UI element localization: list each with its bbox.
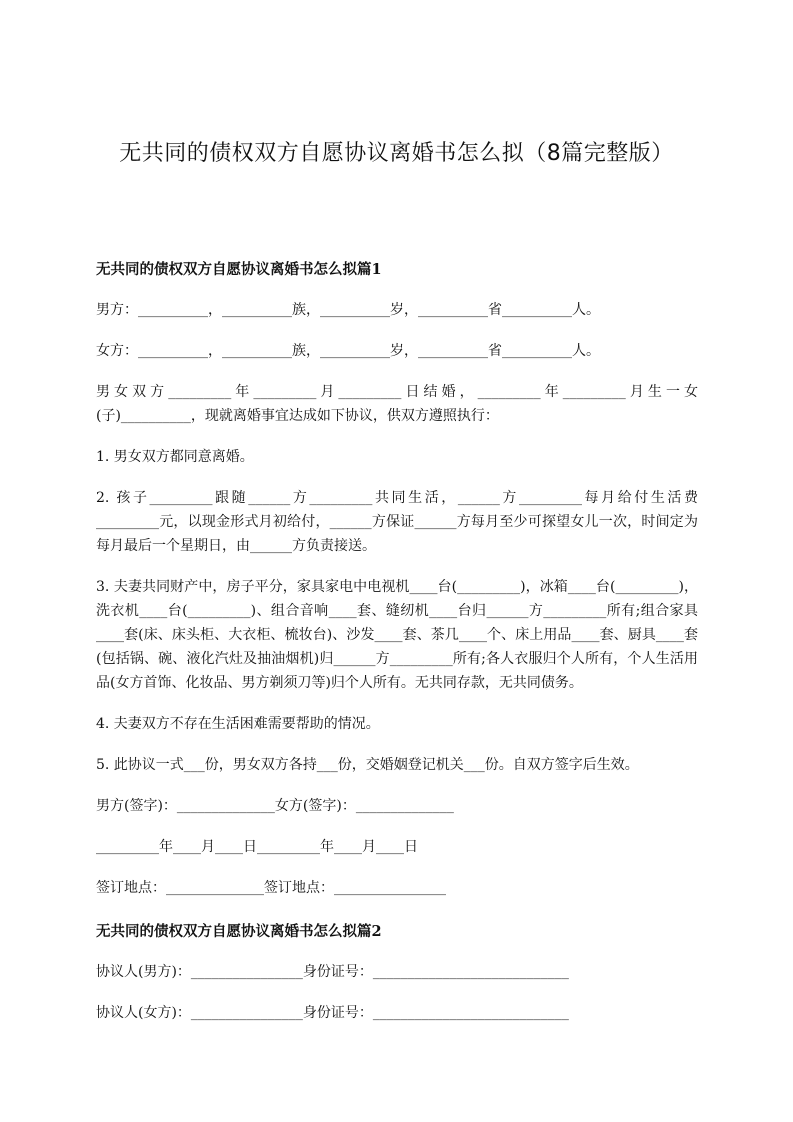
female-party-line: 协议人(女方)：________________身份证号：____________________________: [96, 1005, 569, 1021]
section2-heading: 无共同的债权双方自愿协议离婚书怎么拟篇2: [96, 923, 382, 940]
clause-3: 3. 夫妻共同财产中，房子平分，家具家电中电视机____台(_________)，冰箱____台(_________)，洗衣机____台(_________)、组合音响____套、缝纫机____台归______方_________所有;组合家具____套(床、床头柜、大衣柜、梳妆台)、沙发____套、茶几____个、床上用品____套、厨具____套(包括锅、碗、液化汽灶及抽油烟机)归______方_________所有;各人衣服归个人所有，个人生活用品(女方首饰、化妆品、男方剃须刀等)归个人所有。无共同存款，无共同债务。: [96, 579, 698, 691]
date-line: _________年____月____日_________年____月____日: [96, 839, 418, 855]
clause-4: 4. 夫妻双方不存在生活困难需要帮助的情况。: [96, 716, 380, 732]
male-party-line: 协议人(男方)：________________身份证号：____________________________: [96, 964, 569, 980]
signing-place-line: 签订地点：______________签订地点：________________: [96, 880, 446, 896]
document-body: [96, 258, 698, 1025]
marriage-paragraph: 男女双方_________年_________月_________日结婚，_________年_________月生一女(子)__________，现就离婚事宜达成如下协议，供双方遵照执行：: [96, 384, 698, 424]
clause-5: 5. 此协议一式___份，男女双方各持___份，交婚姻登记机关___份。自双方签字后生效。: [96, 757, 639, 773]
section1-heading: 无共同的债权双方自愿协议离婚书怎么拟篇1: [96, 261, 382, 278]
document-title: 无共同的债权双方自愿协议离婚书怎么拟（8篇完整版）: [119, 141, 674, 166]
female-info-line: 女方：__________，__________族，__________岁，__________省__________人。: [96, 343, 600, 359]
signature-line: 男方(签字)：______________女方(签字)：______________: [96, 798, 454, 814]
clause-1: 1. 男女双方都同意离婚。: [96, 449, 254, 465]
clause-2: 2. 孩子_________跟随______方_________共同生活，______方_________每月给付生活费_________元，以现金形式月初给付，______方保证______方每月至少可探望女儿一次，时间定为每月最后一个星期日，由______方负责接送。: [96, 490, 698, 554]
male-info-line: 男方：__________，__________族，__________岁，__________省__________人。: [96, 302, 600, 318]
